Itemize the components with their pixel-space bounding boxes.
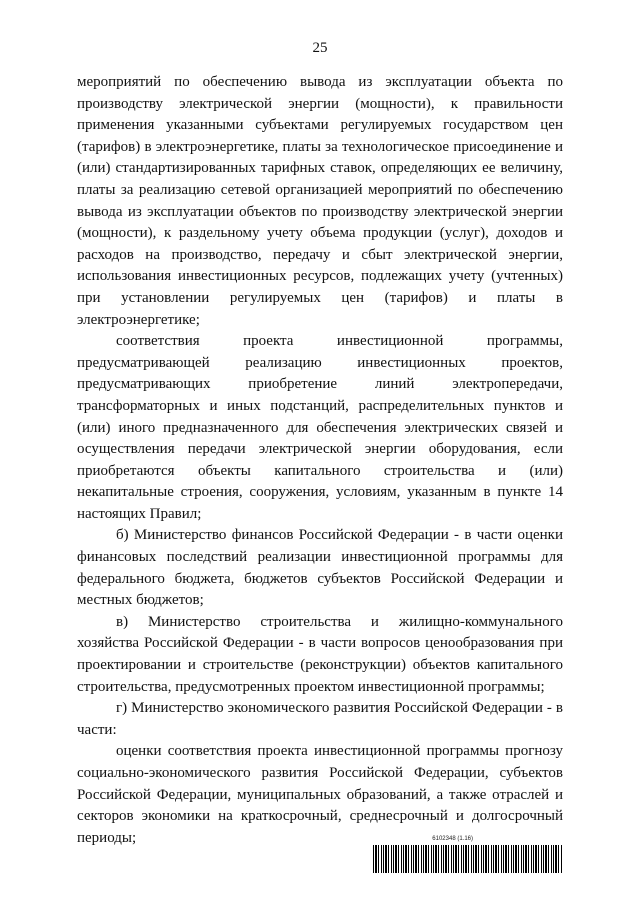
barcode-icon [373, 845, 563, 873]
barcode-block [373, 836, 563, 876]
paragraph-continuation: мероприятий по обеспечению вывода из эксплуатации объекта по производству электрической энергии (мощности), к правильности применения указанными субъектами регулируемых государством цен (тарифов) в электроэнергетике, платы за технологическое присоединение и (или) стандартизированных тарифных ставок, определяющих ее величину, платы за реализацию сетевой организацией мероприятий по обеспечению вывода из эксплуатации объектов по производству электрической энергии (мощности), к раздельному учету объема продукции (услуг), доходов и расходов на производство, передачу и сбыт электрической энергии, использования инвестиционных ресурсов, подлежащих учету (учтенных) при установлении регулируемых цен (тарифов) и платы в электроэнергетике; [77, 74, 563, 328]
barcode-label: 6102348 (1.16) [432, 836, 473, 842]
paragraph-investment-compliance: соответствия проекта инвестиционной программы, предусматривающей реализацию инвестиционных проектов, предусматривающих приобретение линий электропередачи, трансформаторных и иных подстанций, распределительных пунктов и (или) иного предназначенного для обеспечения электрических связей и осуществления передачи электрической энергии оборудования, если приобретаются объекты капитального строительства и (или) некапитальные строения, сооружения, условиям, указанным в пункте 14 настоящих Правил; [77, 333, 563, 522]
paragraph-ministry-economic: г) Министерство экономического развития Российской Федерации - в части: [77, 700, 563, 738]
page-number: 25 [312, 40, 328, 56]
paragraph-forecast-assessment: оценки соответствия проекта инвестиционной программы прогнозу социально-экономического развития Российской Федерации, субъектов Российской Федерации, муниципальных образований, а также отраслей и секторов экономики на краткосрочный, среднесрочный и долгосрочный периоды; [77, 743, 563, 846]
document-body [77, 72, 563, 849]
paragraph-ministry-finance: б) Министерство финансов Российской Федерации - в части оценки финансовых последствий реализации инвестиционной программы для федерального бюджета, бюджетов субъектов Российской Федерации и местных бюджетов; [77, 527, 563, 609]
paragraph-ministry-construction: в) Министерство строительства и жилищно-коммунального хозяйства Российской Федерации - в части вопросов ценообразования при проектировании и строительстве (реконструкции) объектов капитального строительства, предусмотренных проектом инвестиционной программы; [77, 613, 563, 695]
